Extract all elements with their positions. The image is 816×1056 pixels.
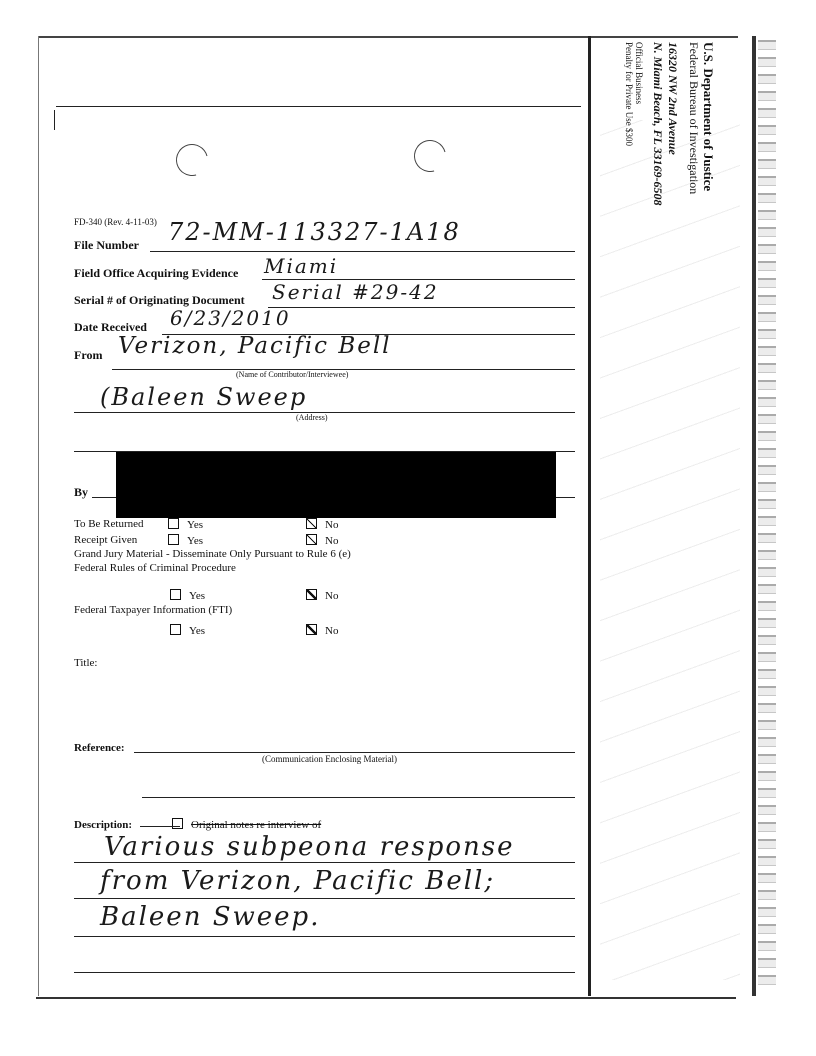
reference-label: Reference: — [74, 742, 125, 754]
serial-value: Serial #29-42 — [272, 280, 439, 304]
field-office-value: Miami — [264, 254, 339, 278]
receipt-yes: Yes — [168, 534, 203, 547]
description-rule-2 — [74, 898, 575, 899]
punch-hole — [170, 138, 214, 182]
fti-no-checkbox[interactable] — [306, 624, 317, 635]
by-label: By — [74, 485, 89, 499]
description-line3: Baleen Sweep. — [100, 902, 321, 932]
address-value: (Baleen Sweep — [100, 383, 308, 411]
left-edge-line — [38, 36, 39, 996]
description-strike — [140, 826, 180, 827]
reference-line — [134, 752, 575, 753]
contributor-caption: (Name of Contributor/Interviewee) — [236, 370, 349, 379]
receipt-yes-checkbox[interactable] — [168, 534, 179, 545]
description-rule-4 — [74, 972, 575, 973]
to-be-returned-row — [74, 518, 144, 530]
description-checkbox-row — [172, 818, 321, 831]
scan-noise — [758, 40, 776, 990]
inner-left-border — [54, 110, 55, 130]
date-received-value: 6/23/2010 — [170, 306, 291, 330]
fti-yes-checkbox[interactable] — [170, 624, 181, 635]
title-label: Title: — [74, 657, 98, 669]
right-panel-border — [588, 36, 591, 996]
receipt-no-checkbox[interactable] — [306, 534, 317, 545]
fti-label: Federal Taxpayer Information (FTI) — [74, 604, 233, 616]
file-number-value: 72-MM-113327-1A18 — [168, 218, 461, 246]
reference-line-2 — [142, 797, 575, 798]
fti-no: No — [306, 624, 338, 637]
serial-line — [268, 307, 575, 308]
original-notes-text: Original notes re interview of — [191, 819, 322, 831]
header-line — [56, 106, 581, 107]
redaction-block — [116, 452, 556, 518]
right-edge-border — [752, 36, 756, 996]
description-rule-3 — [74, 936, 575, 937]
agency-city: N. Miami Beach, FL 33169-6508 — [651, 42, 665, 206]
receipt-given-label: Receipt Given — [74, 534, 138, 546]
address-caption: (Address) — [296, 413, 328, 422]
file-number-label: File Number — [74, 238, 139, 252]
returned-yes-checkbox[interactable] — [168, 518, 179, 529]
file-number-line — [150, 251, 575, 252]
agency-address-block — [596, 42, 716, 312]
to-be-returned-label: To Be Returned — [74, 518, 144, 530]
description-rule-1 — [74, 862, 575, 863]
field-office-label: Field Office Acquiring Evidence — [74, 266, 239, 280]
punch-hole — [408, 134, 452, 178]
returned-no-checkbox[interactable] — [306, 518, 317, 529]
penalty-notice: Penalty for Private Use $300 — [624, 42, 634, 146]
receipt-no: No — [306, 534, 338, 547]
grand-jury-yes-checkbox[interactable] — [170, 589, 181, 600]
description-line2: from Verizon, Pacific Bell; — [100, 866, 496, 896]
from-label: From — [74, 348, 103, 362]
fti-yes: Yes — [170, 624, 205, 637]
agency-bureau: Federal Bureau of Investigation — [687, 42, 701, 195]
description-label: Description: — [74, 819, 133, 831]
top-edge-line — [38, 36, 738, 38]
from-value: Verizon, Pacific Bell — [118, 333, 392, 359]
agency-street: 16320 NW 2nd Avenue — [666, 42, 680, 155]
reference-caption: (Communication Enclosing Material) — [262, 754, 397, 764]
description-line1: Various subpeona response — [104, 832, 515, 862]
returned-yes: Yes — [168, 518, 203, 531]
serial-label: Serial # of Originating Document — [74, 293, 245, 307]
grand-jury-no-checkbox[interactable] — [306, 589, 317, 600]
grand-jury-no: No — [306, 589, 338, 602]
form-id: FD-340 (Rev. 4-11-03) — [74, 217, 157, 227]
returned-no: No — [306, 518, 338, 531]
agency-name: U.S. Department of Justice — [701, 42, 716, 192]
grand-jury-yes: Yes — [170, 589, 205, 602]
grand-jury-line2: Federal Rules of Criminal Procedure — [74, 562, 236, 574]
bottom-edge-line — [36, 997, 736, 999]
date-received-label: Date Received — [74, 320, 147, 334]
receipt-given-row — [74, 534, 137, 546]
original-notes-checkbox[interactable] — [172, 818, 183, 829]
official-business: Official Business — [634, 42, 644, 105]
grand-jury-line1: Grand Jury Material - Disseminate Only Pursuant to Rule 6 (e) — [74, 548, 351, 560]
